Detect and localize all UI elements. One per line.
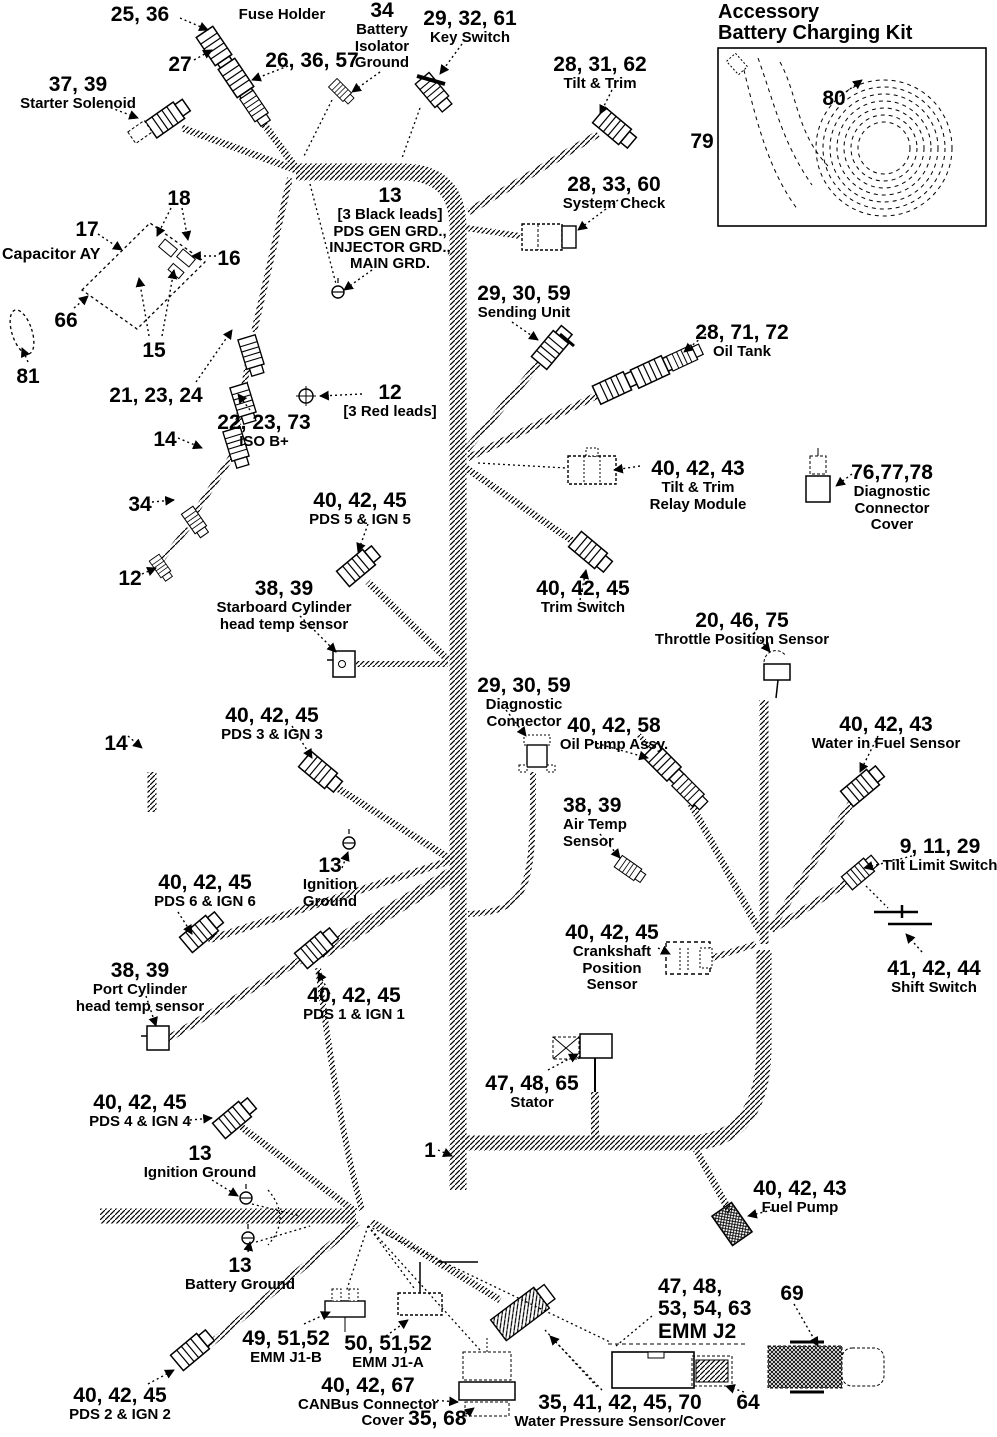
label-name-line: Shift Switch: [891, 979, 977, 997]
label-name-line: Sensor: [586, 975, 638, 993]
label-name-line: Connector: [854, 499, 930, 517]
label-name-line: PDS GEN GRD.,: [333, 222, 447, 240]
label-name-line: head temp sensor: [75, 997, 205, 1015]
port-head-temp-connector: [141, 1026, 169, 1050]
battery-isolator-ground-connector: [329, 79, 356, 106]
label-numbers: 14: [153, 428, 177, 451]
label-numbers: 37, 39: [48, 73, 108, 96]
label-numbers: 15: [142, 339, 166, 362]
label-name-line: Fuse Holder: [238, 6, 326, 23]
part-label-trim-switch: [536, 578, 629, 617]
label-numbers: 12: [378, 381, 402, 404]
part-label-key-switch: [423, 8, 516, 47]
part-label-fuel-pump: [753, 1178, 846, 1217]
part-label-tilt-limit: [883, 836, 997, 875]
label-numbers: 14: [104, 732, 128, 755]
part-label-wps: [514, 1392, 725, 1431]
label-numbers: 76,77,78: [851, 461, 933, 484]
label-numbers: 40, 42, 45: [158, 871, 252, 894]
part-label-n81: [16, 366, 39, 388]
label-name-line: MAIN GRD.: [350, 254, 430, 272]
label-name-line: Fuel Pump: [761, 1199, 839, 1217]
diagnostic-cover: [806, 448, 830, 502]
label-numbers: 34: [128, 493, 152, 516]
terminal-block-69: [768, 1342, 884, 1392]
water-pressure-sensor-connector: [491, 1281, 558, 1340]
ignition-ground-eyelet: [343, 829, 355, 849]
label-numbers: 28, 33, 60: [567, 173, 661, 196]
label-name-line: Water in Fuel Sensor: [811, 735, 961, 753]
label-name-line: Sensor: [563, 832, 614, 850]
label-numbers: 49, 51,52: [242, 1327, 330, 1350]
pds3-connector: [299, 751, 345, 794]
label-name-line: [3 Black leads]: [337, 206, 443, 224]
label-numbers: 12: [118, 567, 142, 590]
part-label-pds6: [154, 872, 256, 911]
label-name-line: Stator: [510, 1094, 554, 1112]
label-numbers: 27: [168, 53, 192, 76]
water-in-fuel-connector: [841, 764, 887, 807]
label-numbers: 47, 48, 65: [485, 1072, 579, 1095]
part-label-emm-j2: [658, 1276, 751, 1343]
label-name-line: 53, 54, 63: [658, 1297, 752, 1321]
part-label-starter-solenoid: [20, 74, 136, 113]
label-name-line: Capacitor AY: [2, 246, 101, 263]
part-label-oil-pump: [560, 715, 668, 754]
label-numbers: 34: [370, 0, 394, 22]
label-numbers: 40, 42, 43: [839, 713, 933, 736]
label-name-line: Crankshaft: [572, 943, 652, 961]
label-name-line: EMM J2: [658, 1319, 737, 1343]
label-name-line: [3 Red leads]: [343, 403, 437, 421]
part-label-air-temp: [563, 795, 627, 850]
emm-j1a-connector: [398, 1262, 478, 1315]
label-numbers: 50, 51,52: [344, 1332, 432, 1355]
part-label-cover: [361, 1408, 466, 1430]
label-name-line: Tilt & Trim: [563, 75, 637, 93]
fuel-pump-connector: [712, 1202, 752, 1245]
label-numbers: 13: [378, 184, 402, 207]
part-label-emm-j1b: [242, 1328, 330, 1367]
label-name-line: Diagnostic: [485, 696, 563, 714]
canbus-connector: [459, 1337, 515, 1416]
harness-trunk: [100, 172, 764, 1216]
label-numbers: 29, 30, 59: [477, 282, 571, 305]
label-name-line: Battery: [356, 21, 408, 39]
emm-j2-connector: [608, 1344, 748, 1388]
part-label-n79: [690, 131, 713, 153]
label-name-line: PDS 6 & IGN 6: [154, 893, 256, 911]
label-name-line: PDS 4 & IGN 4: [89, 1113, 191, 1131]
system-check-connector: [522, 224, 576, 250]
label-name-line: Oil Pump Assy.: [559, 736, 669, 754]
label-name-line: Isolator: [354, 37, 410, 55]
label-numbers: 79: [690, 130, 714, 153]
label-numbers: 40, 42, 58: [567, 714, 661, 737]
label-name-line: Ground: [354, 53, 410, 71]
label-numbers: 13: [228, 1254, 252, 1277]
part-label-ign-ground-1: [303, 855, 357, 910]
part-label-tps: [655, 610, 829, 649]
label-name-line: PDS 5 & IGN 5: [309, 511, 411, 529]
label-name-line: Ignition: [302, 876, 358, 894]
label-numbers: 29, 32, 61: [423, 7, 517, 30]
label-name-line: Starboard Cylinder: [216, 599, 352, 617]
red-leads-eyelet: [296, 386, 316, 406]
part-label-battery-isolator-ground: [355, 0, 409, 71]
part-label-accessory-title: [718, 2, 912, 45]
label-name-line: EMM J1-A: [352, 1354, 424, 1372]
label-name-line: Battery Charging Kit: [718, 22, 913, 45]
starboard-head-temp-connector: [327, 651, 355, 677]
label-name-line: Sending Unit: [477, 304, 571, 322]
part-label-pds1: [303, 985, 405, 1024]
label-name-line: INJECTOR GRD.,: [329, 238, 451, 256]
pds1-connector: [295, 926, 341, 969]
label-name-line: PDS 1 & IGN 1: [303, 1006, 405, 1024]
shift-switch-bracket: [874, 905, 932, 924]
part-label-pds2: [69, 1385, 171, 1424]
label-name-line: System Check: [562, 195, 666, 213]
label-numbers: 26, 36, 57: [265, 49, 359, 72]
label-numbers: 35, 68: [408, 1407, 467, 1430]
label-numbers: 40, 42, 67: [321, 1374, 415, 1397]
capacitor-assembly: [5, 223, 205, 357]
label-numbers: 28, 71, 72: [695, 321, 789, 344]
part-label-stator: [485, 1073, 578, 1112]
label-numbers: 28, 31, 62: [553, 53, 647, 76]
part-label-fuse-holder-name: [239, 7, 326, 23]
label-name-line: Starter Solenoid: [20, 95, 136, 113]
label-numbers: 40, 42, 45: [536, 577, 630, 600]
part-label-n14a: [153, 429, 176, 451]
label-name-line: Throttle Position Sensor: [654, 631, 830, 649]
label-name-line: Diagnostic: [853, 483, 931, 501]
part-label-n27: [168, 54, 191, 76]
tilt-limit-connector: [841, 853, 880, 890]
part-label-n34b: [128, 494, 151, 516]
label-name-line: CANBus Connector: [297, 1396, 439, 1414]
air-temp-connector: [614, 855, 647, 884]
part-label-black-leads: [329, 185, 450, 272]
part-label-pds5: [309, 490, 411, 529]
part-label-n16: [217, 248, 240, 270]
label-name-line: Ignition Ground: [143, 1164, 257, 1182]
label-name-line: Oil Tank: [712, 343, 772, 361]
label-name-line: Ground: [302, 892, 358, 910]
part-label-emm-j1a: [344, 1333, 432, 1372]
iso-chain-connector: [238, 335, 267, 377]
label-name-line: Cover: [870, 515, 914, 533]
label-name-line: PDS 2 & IGN 2: [69, 1406, 171, 1424]
tilt-trim-relay-module: [568, 448, 616, 484]
label-name-line: Water Pressure Sensor/Cover: [514, 1413, 726, 1431]
part-label-crank: [565, 922, 658, 993]
part-label-n64: [736, 1392, 759, 1414]
label-name-line: Accessory: [718, 1, 820, 23]
part-label-system-check: [563, 174, 666, 213]
label-numbers: 40, 42, 45: [313, 489, 407, 512]
label-numbers: 29, 30, 59: [477, 674, 571, 697]
label-name-line: Tilt Limit Switch: [882, 857, 997, 875]
label-numbers: 69: [780, 1282, 804, 1305]
part-label-n14c: [104, 733, 127, 755]
part-label-diag-cover: [851, 462, 933, 533]
part-label-shift-switch: [887, 958, 980, 997]
label-numbers: 40, 42, 45: [93, 1091, 187, 1114]
part-label-n69: [780, 1283, 803, 1305]
label-numbers: 20, 46, 75: [695, 609, 789, 632]
part-label-fuse-holder-num: [111, 4, 169, 26]
label-name-line: Trim Switch: [540, 599, 626, 617]
throttle-position-sensor: [764, 651, 790, 698]
label-name-line: Battery Ground: [184, 1276, 296, 1294]
label-numbers: 16: [217, 247, 241, 270]
part-label-n12b: [118, 568, 141, 590]
label-numbers: 40, 42, 45: [225, 704, 319, 727]
label-numbers: 40, 42, 43: [753, 1177, 847, 1200]
part-label-wif: [812, 714, 961, 753]
label-name-line: ISO B+: [239, 433, 289, 451]
label-numbers: 64: [736, 1391, 760, 1414]
label-numbers: 80: [822, 87, 846, 110]
part-label-n80: [822, 88, 845, 110]
part-label-pds4: [89, 1092, 191, 1131]
label-name-line: Port Cylinder: [92, 981, 188, 999]
accessory-kit-box: [718, 48, 986, 226]
label-numbers: 41, 42, 44: [887, 957, 981, 980]
label-numbers: 66: [54, 309, 78, 332]
part-label-iso-b: [217, 412, 310, 451]
crankshaft-sensor-connector: [666, 942, 712, 974]
part-label-n26-36-57: [265, 50, 358, 72]
label-numbers: 38, 39: [563, 794, 622, 817]
label-numbers: 40, 42, 45: [565, 921, 659, 944]
part-label-n66: [54, 310, 77, 332]
label-numbers: 13: [318, 854, 342, 877]
label-numbers: 38, 39: [254, 577, 314, 600]
label-numbers: 40, 42, 45: [307, 984, 401, 1007]
part-label-diag-conn: [477, 675, 570, 730]
label-name-line: Tilt & Trim: [661, 479, 735, 497]
part-label-pds3: [221, 705, 323, 744]
label-numbers: 1: [424, 1139, 436, 1162]
part-label-oil-tank: [695, 322, 788, 361]
diagnostic-connector: [519, 735, 555, 772]
label-name-line: PDS 3 & IGN 3: [221, 726, 323, 744]
label-numbers: 38, 39: [110, 959, 170, 982]
label-prefix: Cover: [361, 1412, 409, 1429]
pds2-connector: [171, 1328, 217, 1371]
label-name-line: Position: [582, 959, 642, 977]
label-numbers: 17: [75, 218, 99, 241]
label-numbers: 40, 42, 45: [73, 1384, 167, 1407]
label-name-line: EMM J1-B: [250, 1349, 322, 1367]
part-label-n18: [167, 188, 190, 210]
grommet-81: [5, 307, 38, 357]
part-label-n21-23-24: [109, 385, 202, 407]
label-numbers: 81: [16, 365, 40, 388]
label-name-line: head temp sensor: [219, 615, 349, 633]
label-numbers: 25, 36: [110, 3, 170, 26]
ignition-ground-eyelet-2: [240, 1184, 252, 1204]
label-numbers: 9, 11, 29: [899, 835, 981, 858]
label-name-line: Air Temp: [563, 816, 627, 834]
trim-switch-connector: [569, 531, 615, 574]
part-label-n1: [424, 1140, 436, 1162]
part-label-n17: [75, 219, 98, 241]
part-label-n15: [142, 340, 165, 362]
label-numbers: 21, 23, 24: [109, 384, 203, 407]
label-numbers: 35, 41, 42, 45, 70: [538, 1391, 702, 1414]
part-label-tilt-trim: [553, 54, 646, 93]
part-label-ign-ground-2: [144, 1143, 256, 1182]
part-label-red-leads: [343, 382, 436, 421]
battery-ground-eyelet: [242, 1224, 254, 1244]
label-numbers: 40, 42, 43: [651, 457, 745, 480]
label-name-line: Key Switch: [429, 29, 511, 47]
label-numbers: 18: [167, 187, 191, 210]
part-label-stbd-head-temp: [216, 578, 351, 633]
emm-j1b-connector: [325, 1289, 365, 1332]
label-name-line: Connector: [486, 712, 562, 730]
label-name-line: Relay Module: [649, 495, 747, 513]
part-label-batt-ground: [185, 1255, 295, 1294]
label-numbers: 22, 23, 73: [217, 411, 311, 434]
black-leads-eyelet: [332, 278, 344, 298]
label-numbers: 47, 48,: [658, 1275, 723, 1298]
sending-unit-connector: [531, 324, 574, 370]
pds6-connector: [180, 910, 226, 953]
tilt-trim-connector: [593, 107, 639, 150]
part-label-capacitor-ay: [2, 246, 100, 263]
label-numbers: 13: [188, 1142, 212, 1165]
part-label-tilt-trim-relay: [650, 458, 747, 513]
part-label-sending-unit: [477, 283, 570, 322]
part-label-port-head-temp: [76, 960, 204, 1015]
